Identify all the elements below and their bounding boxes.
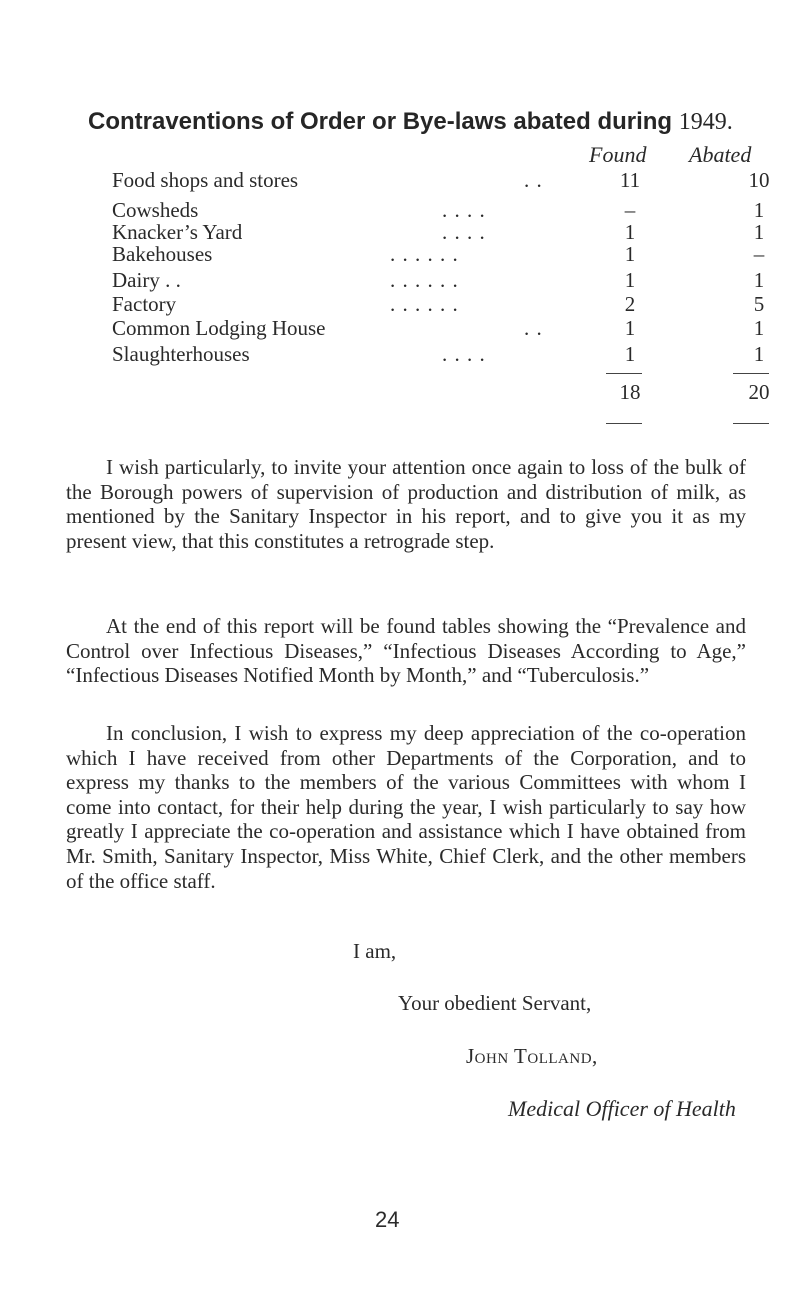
table-row <box>112 342 765 366</box>
paragraph-milk-supervision: I wish particularly, to invite your attention once again to loss of the bulk of the Borough powers of supervision of production and distribution of milk, as mentioned by the Sanitary Inspector in his report, and to give you it as my present view, that this constitutes a retrograde step. <box>66 455 746 553</box>
row-leader-dots: . . . . . . <box>390 292 459 316</box>
heading <box>88 108 733 136</box>
abated-value: 1 <box>753 198 765 222</box>
row-label: Cowsheds <box>112 198 199 222</box>
table-row <box>112 242 765 266</box>
abated-value: 1 <box>753 268 765 292</box>
found-value: 1 <box>624 220 636 244</box>
signatory-name: John Tolland, <box>466 1044 598 1068</box>
table-row <box>112 198 765 222</box>
found-value: – <box>624 198 636 222</box>
total-rule-bottom-found <box>606 423 642 424</box>
row-label: Factory <box>112 292 177 316</box>
row-leader-dots: . . . . <box>442 198 486 222</box>
row-leader-dots: . . . . . . <box>390 268 459 292</box>
paragraph-tables: At the end of this report will be found tables showing the “Prevalence and Control over Infectious Diseases,” “Infectious Diseases According to Age,” “Infectious Diseases Notified Month by Month,” and “Tuberculosis.” <box>66 614 746 688</box>
row-label: Common Lodging House <box>112 316 326 340</box>
column-header-found: Found <box>589 142 647 167</box>
closing-servant: Your obedient Servant, <box>398 991 592 1015</box>
heading-title: Contraventions of Order or Bye-laws abated during <box>88 108 673 135</box>
table-row <box>112 292 765 316</box>
row-leader-dots: . . <box>524 168 543 192</box>
found-value: 2 <box>624 292 636 316</box>
abated-value: 10 <box>748 168 770 192</box>
heading-year: 1949. <box>678 109 733 135</box>
found-value: 1 <box>624 268 636 292</box>
paragraph-conclusion: In conclusion, I wish to express my deep appreciation of the co-operation which I have received from other Departments of the Corporation, and to express my thanks to the members of the various Committees with whom I come into contact, for their help during the year, I wish particularly to say how greatly I appreciate the co-operation and assistance which I have obtained from Mr. Smith, Sanitary Inspector, Miss White, Chief Clerk, and the other members of the office staff. <box>66 721 746 893</box>
found-value: 1 <box>624 342 636 366</box>
found-value: 11 <box>619 168 641 192</box>
row-leader-dots: . . . . . . <box>390 242 459 266</box>
table-row <box>112 168 770 192</box>
row-leader-dots: . . . . <box>442 342 486 366</box>
page-number: 24 <box>375 1207 400 1232</box>
abated-value: 1 <box>753 342 765 366</box>
total-rule-bottom-abated <box>733 423 769 424</box>
row-label: Bakehouses <box>112 242 213 266</box>
total-abated: 20 <box>748 380 770 404</box>
table-row <box>112 220 765 244</box>
row-leader-dots: . . . . <box>442 220 486 244</box>
column-header-abated: Abated <box>689 142 752 167</box>
total-rule-top-abated <box>733 373 769 374</box>
found-value: 1 <box>624 316 636 340</box>
row-leader-dots: . . <box>524 316 543 340</box>
table-row <box>112 316 765 340</box>
abated-value: 1 <box>753 316 765 340</box>
abated-value: 5 <box>753 292 765 316</box>
row-label: Knacker’s Yard <box>112 220 243 244</box>
row-label: Food shops and stores <box>112 168 299 192</box>
row-label: Dairy . . <box>112 268 181 292</box>
abated-value: – <box>753 242 765 266</box>
signatory-position: Medical Officer of Health <box>508 1096 736 1121</box>
total-rule-top-found <box>606 373 642 374</box>
abated-value: 1 <box>753 220 765 244</box>
row-label: Slaughterhouses <box>112 342 250 366</box>
closing-line: I am, <box>353 939 397 963</box>
found-value: 1 <box>624 242 636 266</box>
table-row <box>112 268 765 292</box>
total-found: 18 <box>619 380 641 404</box>
